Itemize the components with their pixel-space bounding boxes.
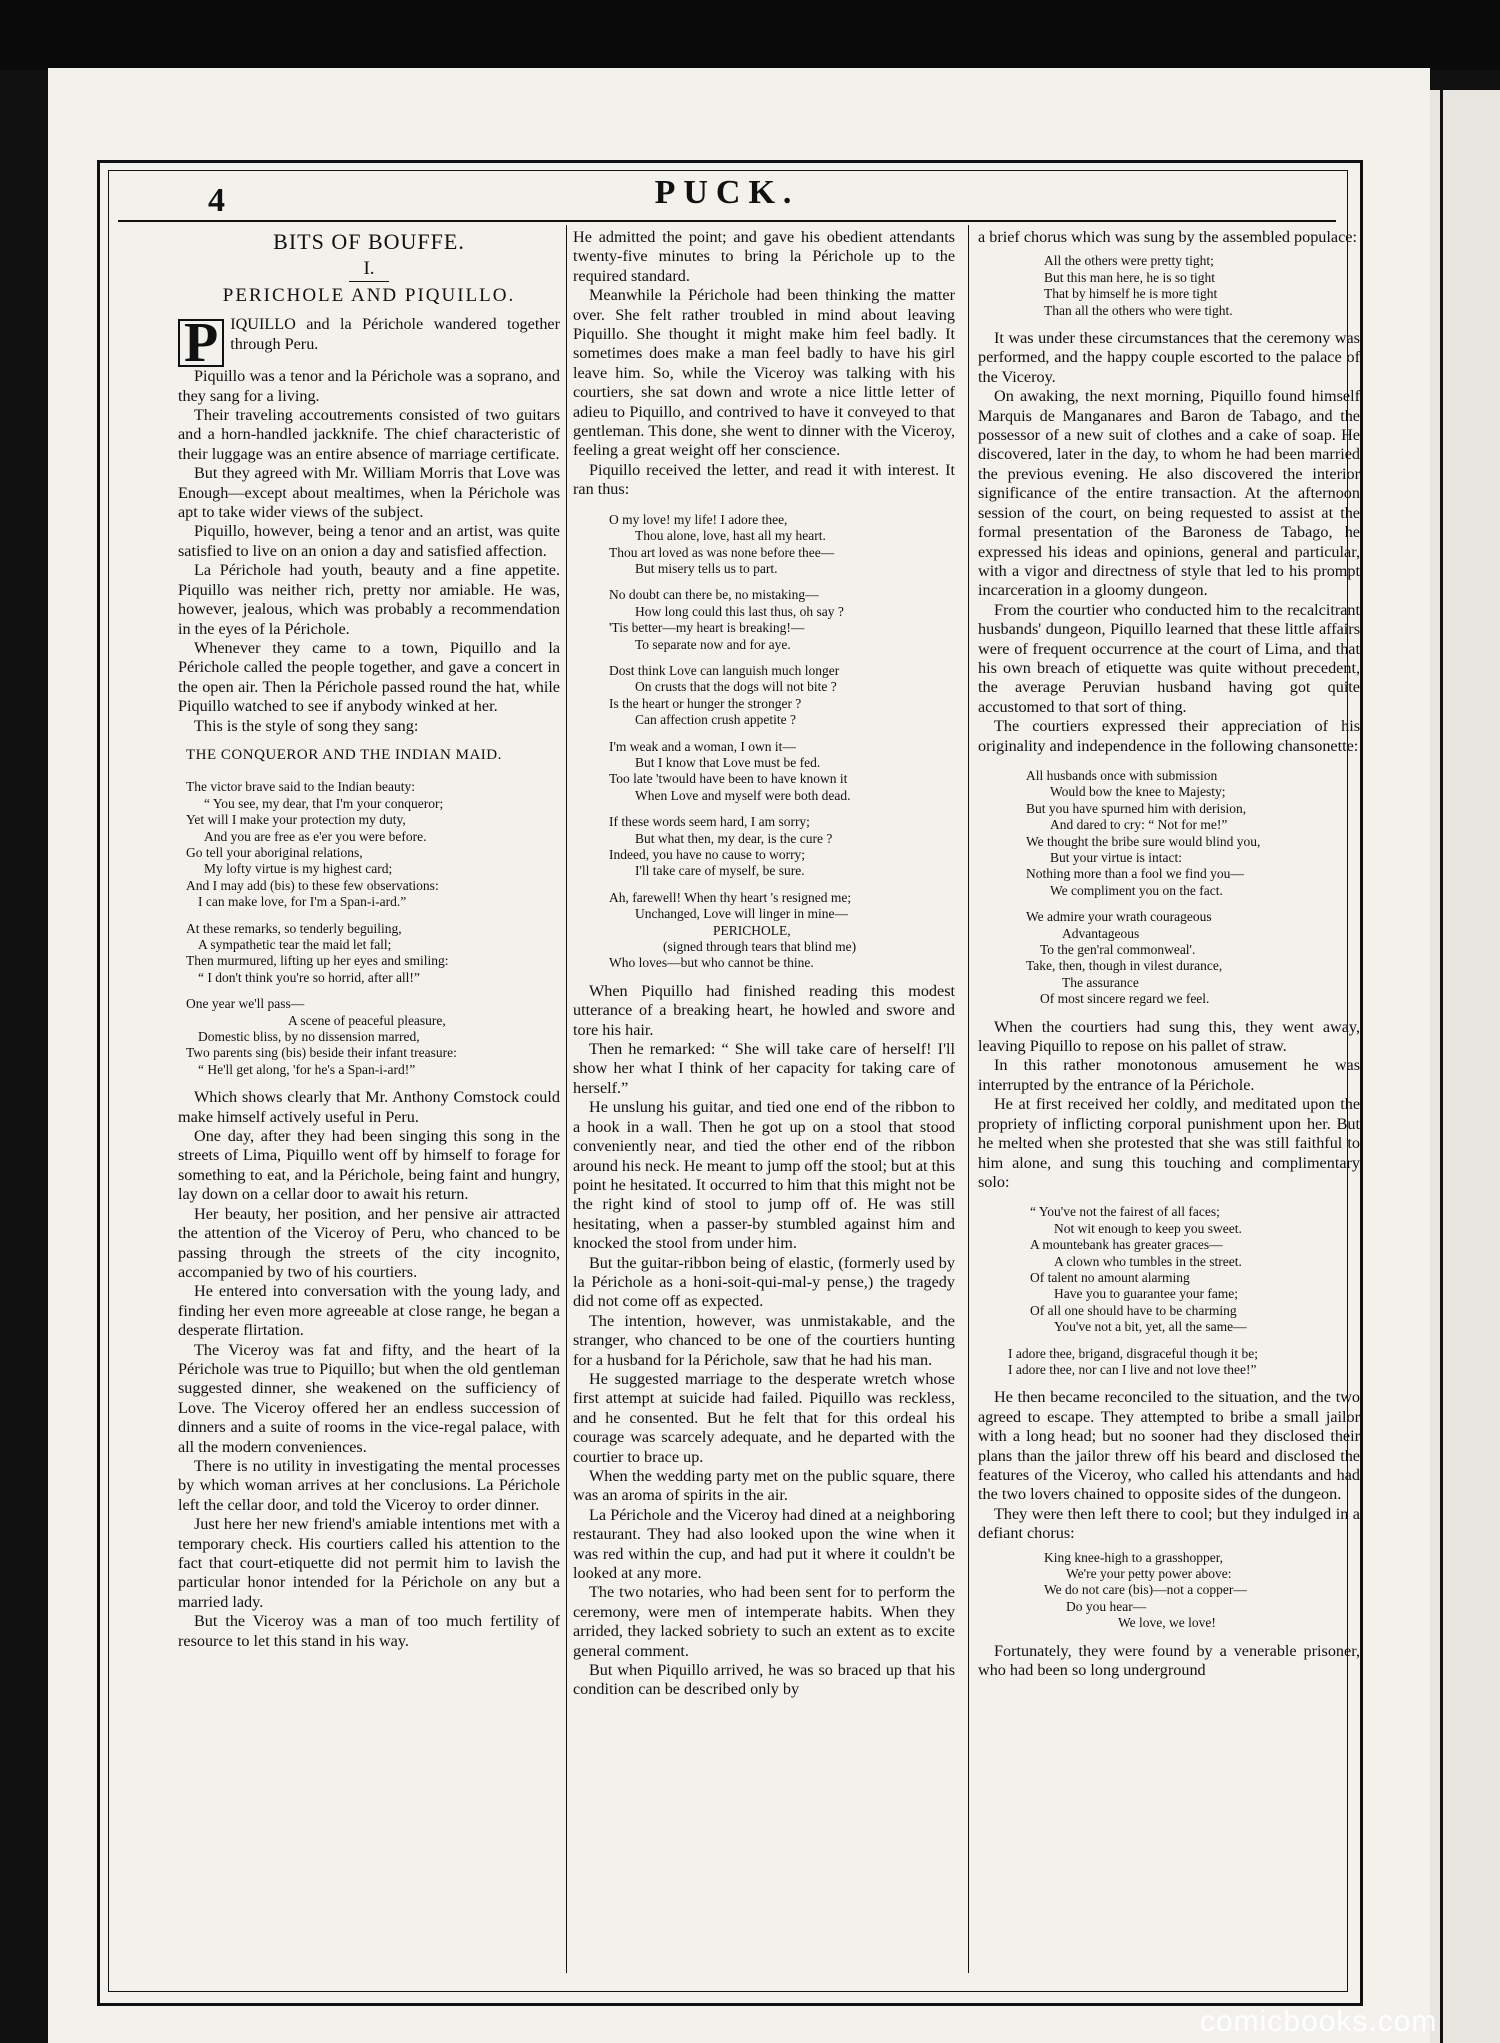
verse-line: My lofty virtue is my highest card; [204,861,393,877]
solo-verses [978,1204,1360,1378]
verse-line: Thou art loved as was none before thee— [609,544,835,560]
paragraph: When the wedding party met on the public square, there was an aroma of spirits in the air. [573,1467,955,1505]
verse-line: Of all one should have to be charming [1030,1302,1237,1318]
paragraph: He admitted the point; and gave his obedient attendants twenty-five minutes to bring la Périchole up to the required standard. [573,228,955,285]
verse-line: When Love and myself were both dead. [635,787,851,803]
chorus-verses [978,253,1360,319]
next-page-edge [1430,90,1500,2043]
verse-line: Dost think Love can languish much longer [609,662,840,678]
scan-border-top [0,0,1500,70]
stanza [978,1550,1360,1632]
paragraph: They were then left there to cool; but they indulged in a defiant chorus: [978,1504,1360,1543]
paragraph: Whenever they came to a town, Piquillo and la Périchole called the people together, and gave a concert in the open air. Then la Périchole passed round the hat, while Piquillo watched to see if anybody winked at her. [178,638,560,716]
verse-line: To the gen'ral commonweal'. [1040,942,1196,958]
paragraph: He at first received her coldly, and meditated upon the propriety of inflicting corporal punishment upon her. But he melted when she protested that she was still faithful to him alone, and sung this touching and complimentary solo: [978,1095,1360,1191]
stanza [978,1346,1360,1379]
stanza [178,921,560,987]
paragraph: La Périchole had youth, beauty and a fine appetite. Piquillo was neither rich, pretty nor amiable. He was, however, jealous, which was probably a recommendation in the eyes of la Périchole. [178,561,560,638]
verse-line: Ah, farewell! When thy heart 's resigned me; [609,889,852,905]
stanza [573,739,955,805]
verse-line: A sympathetic tear the maid let fall; [198,937,392,952]
paragraph: a brief chorus which was sung by the assembled populace: [978,228,1357,246]
verse-line: Would bow the knee to Majesty; [1050,784,1226,800]
verse-line: Of most sincere regard we feel. [1040,991,1210,1007]
paragraph: When Piquillo had finished reading this modest utterance of a breaking heart, he howled and swore and tore his hair. [573,981,955,1039]
song-title: THE CONQUEROR AND THE INDIAN MAID. [186,746,502,763]
verse-line: We're your petty power above: [1066,1566,1232,1582]
paragraph: Then he remarked: “ She will take care of herself! I'll show her what I think of her capacity for taking care of herself.” [573,1040,955,1097]
verse-line: That by himself he is more tight [1044,286,1218,302]
stanza [978,909,1360,1007]
verse-line: I'll take care of myself, be sure. [635,863,805,879]
verse-line: We do not care (bis)—not a copper— [1044,1582,1247,1598]
verse-line: Too late 'twould have been to have known it [609,771,848,787]
drop-cap: P [178,319,224,367]
letter-signature: PERICHOLE, [713,922,791,938]
verse-line: But misery tells us to part. [635,560,778,576]
verse-line: Thou alone, love, hast all my heart. [635,528,826,544]
paragraph: But when Piquillo arrived, he was so braced up that his condition can be described only by [573,1661,955,1699]
verse-line: A mountebank has greater graces— [1030,1237,1223,1253]
paragraph: Which shows clearly that Mr. Anthony Comstock could make himself actively useful in Peru. [178,1088,560,1126]
verse-line: Domestic bliss, by no dissension marred, [198,1029,420,1045]
verse-line: I'm weak and a woman, I own it— [609,738,796,754]
column-rule [566,225,567,1973]
verse-line: But I know that Love must be fed. [635,754,821,770]
defiant-chorus-verses [978,1550,1360,1632]
verse-line: But what then, my dear, is the cure ? [635,830,833,846]
verse-line: Two parents sing (bis) beside their infant treasure: [186,1045,457,1061]
paragraph: One day, after they had been singing this song in the streets of Lima, Piquillo went off by himself to forage for something to eat, and la Périchole, being faint and hungry, lay down on a cellar door to await his return. [178,1127,560,1204]
verse-line: We compliment you on the fact. [1050,882,1223,898]
paragraph: Just here her new friend's amiable intentions met with a temporary check. His courtiers called his attention to the fact that court-etiquette did not permit him to lavish the particular honor intended for la Périchole on any but a married lady. [178,1515,560,1611]
column-1 [178,228,560,1973]
stanza [573,587,955,653]
verse-line: Can affection crush appetite ? [635,712,796,728]
verse-line: Nothing more than a fool we find you— [1026,866,1244,882]
verse-line: At these remarks, so tenderly beguiling, [186,920,402,936]
stanza [178,996,560,1078]
paragraph: He suggested marriage to the desperate wretch whose first attempt at suicide had failed. Piquillo was reckless, and he consented. But he felt that for this ordeal his courage was scarcely adequate, and he departed with the courtier to brace up. [573,1369,955,1466]
verse-line: Advantageous [1062,925,1140,941]
stanza [573,890,955,972]
verse-line: I adore thee, brigand, disgraceful though it be; [1008,1345,1259,1361]
verse-line: But this man here, he is so tight [1044,269,1215,285]
paragraph: The two notaries, who had been sent for to perform the ceremony, were men of intemperate habits. When they arrided, they lacked sobriety to such an extent as to excite general comment. [573,1583,955,1660]
verse-line: No doubt can there be, no mistaking— [609,587,819,603]
verse-line: Who loves—but who cannot be thine. [609,955,814,971]
page-header [118,172,1336,224]
verse-line: (signed through tears that blind me) [663,939,857,955]
verse-line: But your virtue is intact: [1050,850,1182,865]
verse-line: I adore thee, nor can I live and not love thee!” [1008,1361,1257,1377]
masthead-title: PUCK. [654,174,800,211]
stanza [573,814,955,880]
verse-line: Than all the others who were tight. [1044,302,1233,318]
verse-line: A scene of peaceful pleasure, [288,1012,446,1028]
verse-line: Do you hear— [1066,1598,1147,1614]
section-rule [349,281,389,282]
article-subtitle: PERICHOLE AND PIQUILLO. [222,284,516,306]
verse-line: Unchanged, Love will linger in mine— [635,906,848,922]
paragraph: Meanwhile la Périchole had been thinking the matter over. She felt rather troubled in mind about leaving Piquillo. She thought it might make him feel badly. It sometimes does make a man feel badly to have his girl leave him. So, while the Viceroy was talking with his courtiers, she sat down and wrote a nice little letter of adieu to Piquillo, and contrived to have it conveyed to that gentleman. This done, she went to dinner with the Viceroy, feeling a great weight off her conscience. [573,286,955,460]
verse-line: You've not a bit, yet, all the same— [1054,1319,1247,1335]
verse-line: Is the heart or hunger the stronger ? [609,695,802,711]
paragraph: The intention, however, was unmistakable, and the stranger, who chanced to be one of the courtiers hunting for a husband for la Périchole, saw that he had his man. [573,1311,955,1369]
paragraph: But the Viceroy was a man of too much fertility of resource to let this stand in his way. [178,1612,560,1650]
verse-line: We admire your wrath courageous [1026,909,1212,925]
verse-line: To separate now and for aye. [635,636,791,652]
verse-line: The assurance [1062,974,1139,990]
verse-line: Go tell your aboriginal relations, [186,844,363,860]
verse-line: All the others were pretty tight; [1044,253,1214,269]
verse-line: If these words seem hard, I am sorry; [609,814,810,830]
verse-line: I can make love, for I'm a Span-i-ard.” [198,894,407,910]
verse-line: We thought the bribe sure would blind you, [1026,833,1261,849]
verse-line: But you have spurned him with derision, [1026,800,1247,816]
column-rule [968,225,969,1973]
paragraph: The courtiers expressed their appreciation of his originality and independence in the following chansonette: [978,717,1360,755]
paragraph: He unslung his guitar, and tied one end of the ribbon to a hook in a wall. Then he got up on a stool that stood conveniently near, and tied the other end of the ribbon around his neck. He meant to jump off the stool; but at this point he hesitated. It occurred to him that this might not be the right kind of stool to jump off of. He was still hesitating, when a passer-by stumbled against him and knocked the stool from under him. [573,1098,955,1253]
verse-line: A clown who tumbles in the street. [1054,1253,1242,1269]
verse-line: Then murmured, lifting up her eyes and smiling: [186,953,449,969]
column-2 [573,228,955,1973]
paragraph: In this rather monotonous amusement he was interrupted by the entrance of la Périchole. [978,1056,1360,1094]
verse-line: All husbands once with submission [1026,767,1218,783]
paragraph: The Viceroy was fat and fifty, and the heart of la Périchole was true to Piquillo; but when the old gentleman suggested dinner, she weakened on the sufficiency of Love. The Viceroy offered her an endless succession of dinners and a suite of rooms in the vice-regal palace, with all the modern conveniences. [178,1340,560,1456]
verse-line: How long could this last thus, oh say ? [635,603,844,619]
verse-line: “ You see, my dear, that I'm your conqueror; [204,795,444,811]
paragraph: From the courtier who conducted him to the recalcitrant husbands' dungeon, Piquillo learned that these little affairs were of frequent occurrence at the court of Lima, and that his own breach of etiquette was quite without precedent, the average Peruvian husband having got quite accustomed to that sort of thing. [978,600,1360,716]
verse-line: “ You've not the fairest of all faces; [1030,1204,1220,1220]
header-rule [118,220,1336,222]
verse-line: Yet will I make your protection my duty, [186,812,406,828]
chansonette-verses [978,768,1360,1008]
verse-line: King knee-high to a grasshopper, [1044,1549,1224,1565]
stanza [978,1204,1360,1335]
paragraph: Piquillo was a tenor and la Périchole was a soprano, and they sang for a living. [178,367,560,405]
paragraph: There is no utility in investigating the mental processes by which woman arrives at her conclusions. La Périchole left the cellar door, and told the Viceroy to order dinner. [178,1456,560,1514]
verse-line: Of talent no amount alarming [1030,1269,1190,1285]
column-3 [978,228,1360,1973]
paragraph: Their traveling accoutrements consisted of two guitars and a horn-handled jackknife. The chief characteristic of their luggage was an entire absence of marriage certificate. [178,406,560,463]
paragraph: Her beauty, her position, and her pensive air attracted the attention of the Viceroy of Peru, who chanced to be passing through the streets of the city incognito, accompanied by two of his courtiers. [178,1204,560,1281]
song-verses [178,779,560,1078]
stanza [573,512,955,578]
verse-line: “ He'll get along, 'for he's a Span-i-ard!” [198,1061,416,1077]
paragraph: This is the style of song they sang: [194,716,419,735]
verse-line: O my love! my life! I adore thee, [609,511,788,527]
page-number: 4 [208,182,225,219]
verse-line: Take, then, though in vilest durance, [1026,958,1223,974]
paragraph: La Périchole and the Viceroy had dined at a neighboring restaurant. They had also looked upon the wine when it was red within the cup, and had put it where it couldn't be looked at any more. [573,1505,955,1583]
verse-line: “ I don't think you're so horrid, after all!” [198,969,420,985]
paragraph: But the guitar-ribbon being of elastic, (formerly used by la Périchole as a honi-soit-qui-mal-y pense,) the tragedy did not come off as expected. [573,1253,955,1311]
verse-line: And dared to cry: “ Not for me!” [1050,817,1228,833]
stanza [178,779,560,910]
paragraph: On awaking, the next morning, Piquillo found himself Marquis de Manganares and Baron de Tabago, and the possessor of a new suit of clothes and a cake of soap. He discovered, later in the day, to whom he had been married the previous evening. He also discovered the interior significance of the entire transaction. At the afternoon session of the court, on being requested to assist at the formal presentation of the Baroness de Tabago, he expressed his ideas and opinions, general and particular, with a vigor and directness of style that led to his prompt incarceration in a gloomy dungeon. [978,387,1360,600]
verse-line: And I may add (bis) to these few observations: [186,877,439,893]
letter-verses [573,512,955,972]
stanza [978,768,1360,899]
stanza [573,663,955,729]
stanza [978,253,1360,319]
section-number: I. [363,258,375,280]
paragraph: IQUILLO and la Périchole wandered together through Peru. [230,315,560,353]
verse-line: Have you to guarantee your fame; [1054,1286,1239,1302]
paragraph: Piquillo received the letter, and read it with interest. It ran thus: [573,460,955,499]
paragraph: It was under these circumstances that the ceremony was performed, and the happy couple escorted to the palace of the Viceroy. [978,329,1360,386]
paragraph: But they agreed with Mr. William Morris that Love was Enough—except about mealtimes, when la Périchole was apt to take wider views of the subject. [178,464,560,522]
verse-line: And you are free as e'er you were before. [204,828,427,844]
site-watermark: comicbooks.com [1200,2005,1438,2038]
verse-line: One year we'll pass— [186,996,305,1012]
paragraph: He entered into conversation with the young lady, and finding her even more agreeable at close range, he began a desperate flirtation. [178,1282,560,1340]
verse-line: On crusts that the dogs will not bite ? [635,679,837,695]
verse-line: Indeed, you have no cause to worry; [609,847,806,862]
paragraph: Piquillo, however, being a tenor and an artist, was quite satisfied to live on an onion a day and satisfied affection. [178,522,560,560]
paragraph: He then became reconciled to the situation, and the two agreed to escape. They attempted to bribe a small jailor with a long head; but no sooner had they disclosed their plans than the jailor threw off his beard and disclosed the features of the Viceroy, who called his attendants and had the two lovers chained to opposite sides of the dungeon. [978,1388,1360,1504]
paragraph: Fortunately, they were found by a venerable prisoner, who had been so long underground [978,1641,1360,1680]
verse-line: We love, we love! [1118,1615,1216,1631]
verse-line: Not wit enough to keep you sweet. [1054,1220,1242,1236]
verse-line: 'Tis better—my heart is breaking!— [609,620,805,636]
paragraph: When the courtiers had sung this, they went away, leaving Piquillo to repose on his pallet of straw. [978,1017,1360,1056]
verse-line: The victor brave said to the Indian beauty: [186,779,416,795]
article-title: BITS OF BOUFFE. [273,229,465,254]
